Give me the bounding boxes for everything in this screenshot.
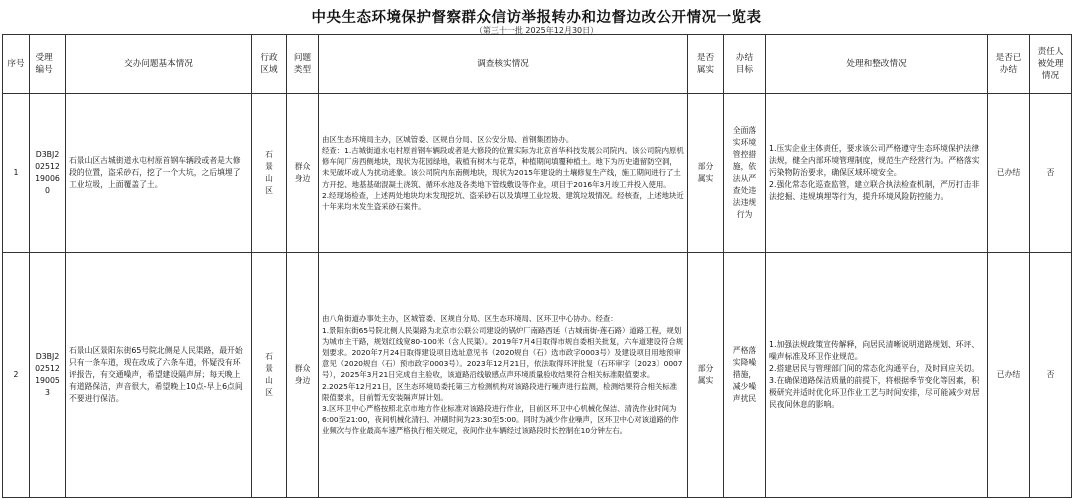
cell-id: D3BJ202512190053: [30, 253, 66, 498]
col-header-id: 受理编号: [30, 35, 66, 94]
col-header-truth: 是否属实: [688, 35, 724, 94]
cell-type: 群众身边: [287, 253, 319, 498]
investigation-paragraph: 由八角街道办事处主办，区城管委、区规自分局、区生态环境局、区环卫中心协办。经查：: [322, 314, 618, 324]
handling-paragraph: 2.搭建居民与管理部门间的常态化沟通平台，及时回应关切。: [769, 364, 980, 373]
page-subtitle: （第三十一批 2025年12月30日）: [474, 26, 599, 35]
cell-truth: 部分属实: [688, 94, 724, 253]
handling-paragraph: 1.压实企业主体责任，要求该公司严格遵守生态环境保护法律法规，健全内部环境管理制度，规范生产经营行为。严格落实污染物防治要求，确保区域环境安全。: [769, 144, 980, 177]
cell-done: 已办结: [988, 253, 1030, 498]
cell-area: 石景山区: [252, 94, 287, 253]
cell-seq: 2: [3, 253, 30, 498]
handling-paragraph: 1.加强法规政策宣传解释，向居民清晰说明道路规划、环评、噪声标准及环卫作业规范。: [769, 340, 980, 361]
handling-paragraph: 3.在确保道路保洁质量的前提下，将根据季节变化等因素，积极研究并适时优化环卫作业工艺与时间安排，尽可能减少对居民夜间休息的影响。: [769, 376, 980, 409]
investigation-paragraph: 1.景阳东街65号院北侧人民渠路为北京市公联公司建设的锅炉厂南路西延（古城南街-莲石路）道路工程，规划为城市主干路，规划红线宽80-100米（含人民渠）。2019年7月4日取得市规自委相关批复，六车道建设符合规划要求。2020年7月24日取得建设项目选址意见书（2020规自（石）选市政字0003号）及建设项目用地预审意见（2020规自（石）预市政字0003号）。2023年12月21日，依法取得环评批复（石环审字〔2023〕0007号），2025年3月21日完成自主验收，该道路沿线敏感点声环境质量验收结果符合相关标准限值要求。: [322, 325, 684, 380]
col-header-issue: 交办问题基本情况: [66, 35, 252, 94]
col-header-goal: 办结目标: [724, 35, 766, 94]
col-header-investigation: 调查核实情况: [319, 35, 688, 94]
cell-issue: 石景山区古城街道永屯村原首钢车辆段或者是大修段的位置，盗采砂石，挖了一个大坑，之后填埋了工业垃圾，上面覆盖了土。: [66, 94, 252, 253]
cell-investigation: [319, 94, 688, 253]
col-header-seq: 序号: [3, 35, 30, 94]
investigation-paragraph: 经查：1.古城街道永屯村原首钢车辆段或者是大修段的位置实际为北京首华科技发展公司院内。该公司院内原机修车间厂房西侧地块，现状为花园绿地，栽植有树木与花草，种植期间填覆种植土。地下为历史遗留防空洞，未见破坏或人为扰动迹象。该公司院内东南侧地块，现状为2015年建设的土壤修复生产线，施工期间进行了土方开挖、地基基础混凝土浇筑、循环水池及各类地下管线敷设等作业，项目于2016年3月竣工并投入使用。: [322, 145, 684, 189]
cell-accountable: 否: [1030, 94, 1072, 253]
col-header-type: 问题类型: [287, 35, 319, 94]
investigation-paragraph: 2.经现场检查，上述两处地块均未发现挖坑、盗采砂石以及填埋工业垃圾、建筑垃圾情况。经核查，上述地块近十年来均未发生盗采砂石案件。: [322, 190, 684, 211]
cell-area: 石景山区: [252, 253, 287, 498]
header-row: [3, 35, 1072, 94]
cell-handling: [766, 253, 988, 498]
cell-handling: [766, 94, 988, 253]
table-row: [3, 253, 1072, 498]
cell-accountable: 否: [1030, 253, 1072, 498]
cell-seq: 1: [3, 94, 30, 253]
cell-done: 已办结: [988, 94, 1030, 253]
disclosure-table: [2, 34, 1072, 498]
col-header-area: 行政区域: [252, 35, 287, 94]
cell-type: 群众身边: [287, 94, 319, 253]
col-header-done: 是否已办结: [988, 35, 1030, 94]
cell-issue: 石景山区景阳东街65号院北侧是人民渠路，最开始只有一条车道，现在改成了六条车道，怀疑没有环评报告，有交通噪声，希望建设隔声屏；每天晚上有道路保洁，声音很大，希望晚上10点-早上6点间不要进行保洁。: [66, 253, 252, 498]
cell-goal: 严格落实降噪措施，减少噪声扰民: [724, 253, 766, 498]
handling-paragraph: 2.强化常态化巡查监管，建立联合执法检查机制，严厉打击非法挖掘、违规填埋等行为，提升环境风险防控能力。: [769, 180, 980, 201]
col-header-handling: 处理和整改情况: [766, 35, 988, 94]
page-title: 中央生态环境保护督察群众信访举报转办和边督边改公开情况一览表: [311, 9, 762, 26]
investigation-paragraph: 由区生态环境局主办，区城管委、区规自分局、区公安分局、首钢集团协办。: [322, 134, 574, 144]
col-header-accountable: 责任人被处理情况: [1030, 35, 1072, 94]
investigation-paragraph: 3.区环卫中心严格按照北京市地方作业标准对该路段进行作业，目前区环卫中心机械化保洁、清洗作业时间为6:00至21:00，夜间机械化清扫、冲刷时间为23:30至5:00。同时为减少作业噪声，区环卫中心对该道路的作业频次与作业最高车速严格执行相关规定，夜间作业车辆经过该路段时长控制在10分钟左右。: [322, 404, 679, 436]
cell-id: D3BJ202512190060: [30, 94, 66, 253]
cell-goal: 全面落实环境管控措施，依法从严查处违法违规行为: [724, 94, 766, 253]
table-row: [3, 94, 1072, 253]
cell-investigation: [319, 253, 688, 498]
investigation-paragraph: 2.2025年12月21日，区生态环境局委托第三方检测机构对该路段进行噪声进行监测，检测结果符合相关标准限值要求，目前暂无安装隔声屏计划。: [322, 381, 678, 402]
cell-truth: 部分属实: [688, 253, 724, 498]
